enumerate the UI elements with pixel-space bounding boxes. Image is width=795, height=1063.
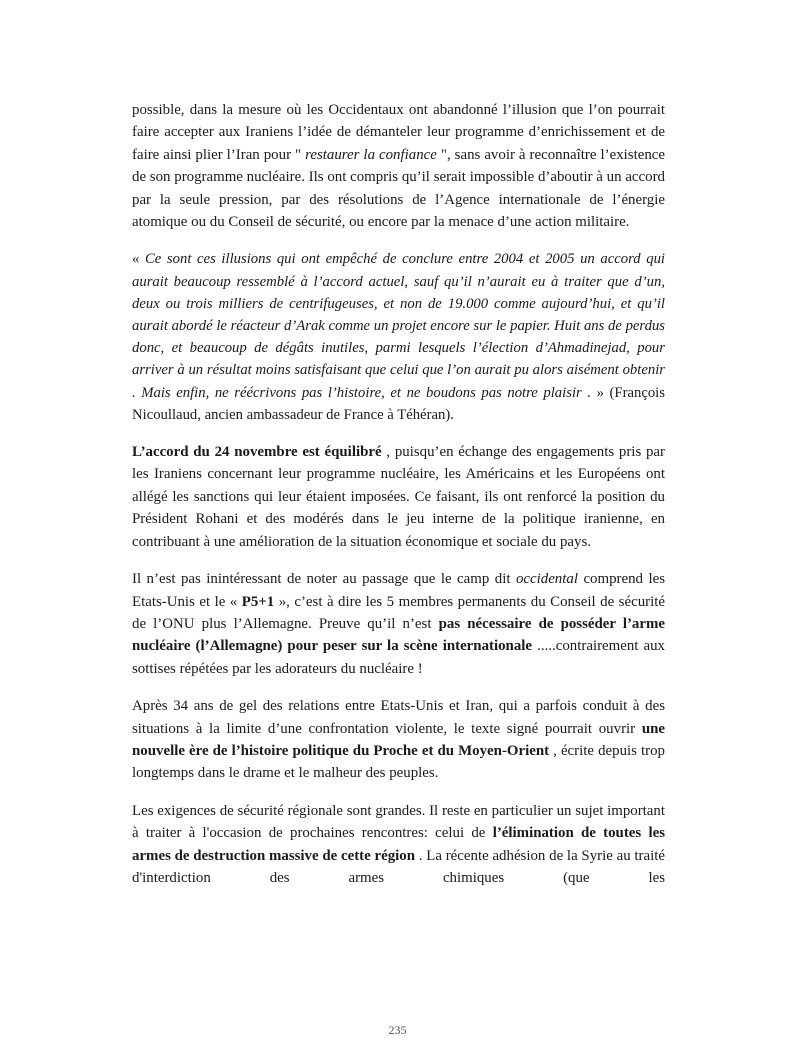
paragraph-2-quotation xyxy=(132,248,665,426)
p2-attribution: » (François Nicoullaud, ancien ambassadeur de France à Téhéran). xyxy=(132,384,665,423)
p6-text-b: . La récente adhésion de la Syrie au traité d'interdiction des armes chimiques (que les xyxy=(132,847,666,886)
p4-text-d: .....contrairement aux sottises répétées par les adorateurs du nucléaire ! xyxy=(132,638,665,677)
paragraph-1 xyxy=(132,99,665,233)
p6-bold-wmd: l’élimination de toutes les armes de destruction massive de cette région xyxy=(132,825,666,864)
p5-text-b: , écrite depuis trop longtemps dans le drame et le malheur des peuples. xyxy=(132,742,665,782)
paragraph-3 xyxy=(132,441,665,553)
p1-text-b: ", sans avoir à reconnaître l’existence de son programme nucléaire. Ils ont compris qu’il serait impossible d’aboutir à un accord par la seule pression, par des résolutions de l’Agence internationale de l’énergie atomique ou du Conseil de sécurité, ou encore par la menace d’une action militaire. xyxy=(132,146,665,231)
p4-text-c: », c’est à dire les 5 membres permanents du Conseil de sécurité de l’ONU plus l’Allemagne. Preuve qu’il n’est xyxy=(132,593,665,632)
paragraph-4 xyxy=(132,568,665,680)
page-number: 235 xyxy=(388,1023,407,1037)
p1-text-a: possible, dans la mesure où les Occidentaux ont abandonné l’illusion que l’on pourrait faire accepter aux Iraniens l’idée de démanteler leur programme d’enrichissement et de faire ainsi plier l’Iran pour " xyxy=(132,102,665,163)
p2-italic-quote: Ce sont ces illusions qui ont empêché de conclure entre 2004 et 2005 un accord qui aurait beaucoup ressemblé à l’accord actuel, sauf qu’il n’aurait eu à traiter que d’un, deux ou trois milliers de centrifugeuses, et non de 19.000 comme aujourd’hui, et qu’il aurait abordé le réacteur d’Arak comme un projet encore sur le papier. Huit ans de perdus donc, et beaucoup de dégâts inutiles, parmi lesquels l’élection d’Ahmadinejad, pour arriver à un résultat moins satisfaisant que celui que l’on aurait pu alors aisément obtenir . Mais enfin, ne réécrivons pas l’histoire, et ne boudons pas notre plaisir . xyxy=(132,251,666,401)
page-body xyxy=(132,99,665,889)
p1-italic-quote: restaurer la confiance xyxy=(305,146,437,163)
p4-text-b: comprend les Etats-Unis et le « xyxy=(132,571,665,610)
paragraph-6 xyxy=(132,800,665,890)
p5-bold-era: une nouvelle ère de l’histoire politique du Proche et du Moyen-Orient xyxy=(132,720,665,759)
p3-bold-lead: L’accord du 24 novembre est équilibré xyxy=(132,444,382,461)
p4-bold-claim: pas nécessaire de posséder l’arme nucléaire (l’Allemagne) pour peser sur la scène internationale xyxy=(132,615,666,655)
p5-text-a: Après 34 ans de gel des relations entre Etats-Unis et Iran, qui a parfois conduit à des situations à la limite d’une confrontation violente, le texte signé pourrait ouvrir xyxy=(132,698,665,737)
p4-text-a: Il n’est pas inintéressant de noter au passage que le camp dit xyxy=(132,571,516,588)
paragraph-5 xyxy=(132,695,665,785)
p3-text: , puisqu’en échange des engagements pris par les Iraniens concernant leur programme nucléaire, les Américains et les Européens ont allégé les sanctions qui leur étaient imposées. Ce faisant, ils ont renforcé la position du Président Rohani et des modérés dans le jeu interne de la politique iranienne, en contribuant à une amélioration de la situation économique et sociale du pays. xyxy=(132,444,665,550)
p4-italic-occidental: occidental xyxy=(515,571,578,588)
p6-text-a: Les exigences de sécurité régionale sont grandes. Il reste en particulier un sujet important à traiter à l'occasion de prochaines rencontres: celui de xyxy=(132,802,665,842)
p4-bold-p5: P5+1 xyxy=(241,593,275,610)
p2-open-quote: « xyxy=(132,251,145,268)
